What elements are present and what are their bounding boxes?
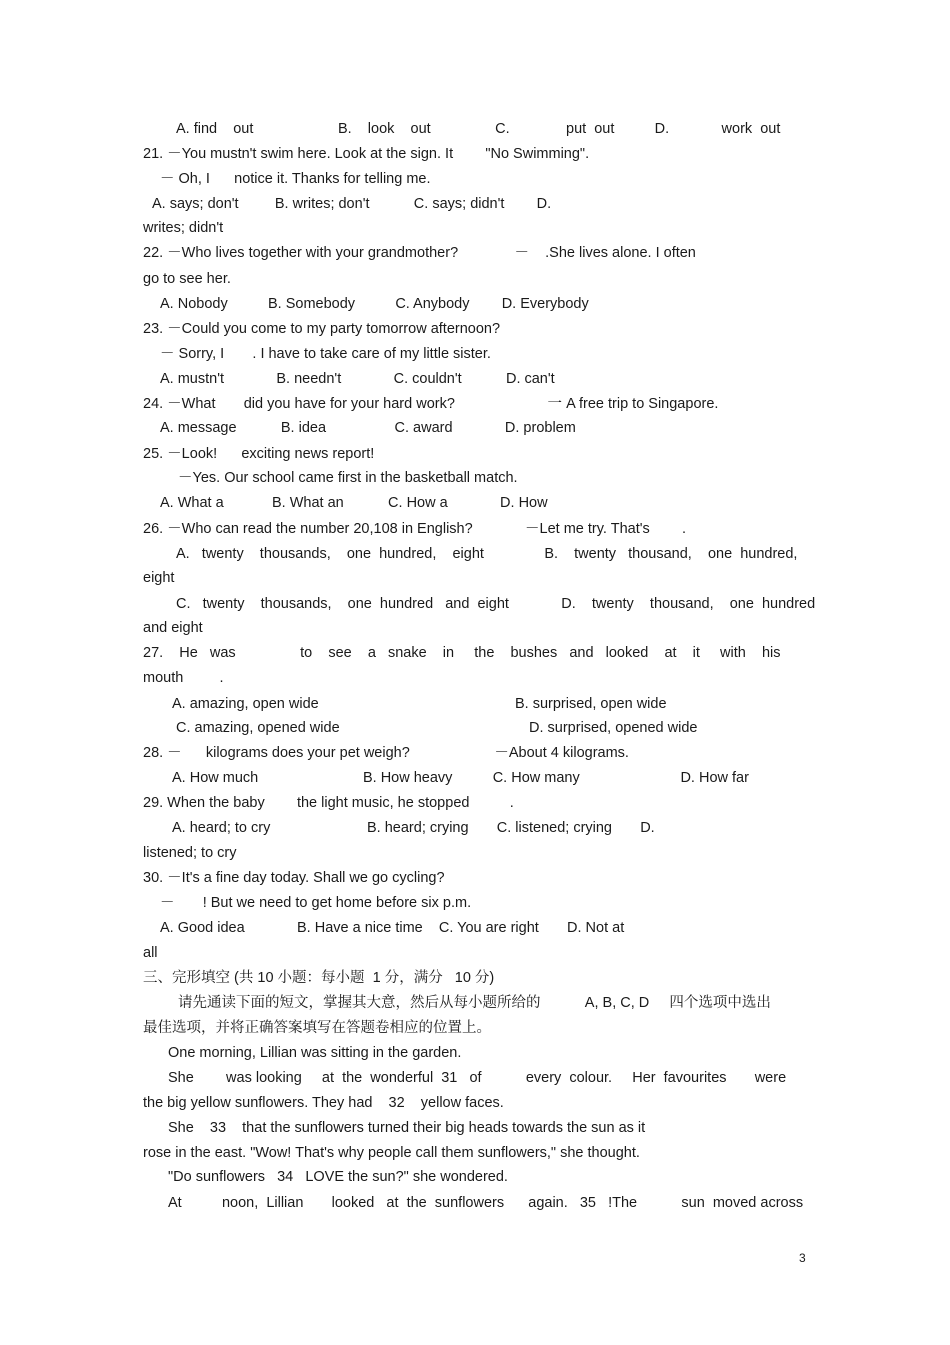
q20-options: A. find out B. look out C. put out D. work out bbox=[176, 121, 781, 137]
q26-question: 26. －Who can read the number 20,108 in English? －Let me try. That's . bbox=[143, 521, 687, 537]
q21-answer: － Oh, I notice it. Thanks for telling me. bbox=[160, 171, 431, 187]
q27-option-a: A. amazing, open wide bbox=[172, 696, 319, 712]
passage-line: "Do sunflowers 34 LOVE the sun?" she wondered. bbox=[168, 1169, 508, 1185]
q22-question-cont: go to see her. bbox=[143, 271, 231, 287]
q29-options: A. heard; to cry B. heard; crying C. listened; crying D. bbox=[172, 820, 655, 836]
section-instructions-cont: 最佳选项，并将正确答案填写在答题卷相应的位置上。 bbox=[143, 1020, 491, 1036]
q21-options: A. says; don't B. writes; don't C. says; didn't D. bbox=[152, 196, 552, 212]
section-heading: 三、完形填空 (共 10 小题：每小题 1 分，满分 10 分) bbox=[143, 970, 495, 986]
q29-options-cont: listened; to cry bbox=[143, 845, 237, 861]
passage-line: At noon, Lillian looked at the sunflowers again. 35 !The sun moved across bbox=[168, 1195, 804, 1211]
q30-options-cont: all bbox=[143, 945, 158, 961]
q27-question-cont: mouth . bbox=[143, 670, 224, 686]
passage-line: She was looking at the wonderful 31 of every colour. Her favourites were bbox=[168, 1070, 787, 1086]
q27-option-d: D. surprised, opened wide bbox=[529, 720, 698, 736]
q27-option-b: B. surprised, open wide bbox=[515, 696, 667, 712]
passage-line: the big yellow sunflowers. They had 32 yellow faces. bbox=[143, 1095, 504, 1111]
page-number: 3 bbox=[799, 1251, 806, 1265]
q28-question: 28. － kilograms does your pet weigh? －About 4 kilograms. bbox=[143, 745, 629, 761]
q22-question: 22. －Who lives together with your grandmother? － .She lives alone. I often bbox=[143, 245, 696, 261]
q24-options: A. message B. idea C. award D. problem bbox=[160, 420, 576, 436]
section-instructions: 请先通读下面的短文，掌握其大意，然后从每小题所给的 A, B, C, D 四个选项中选出 bbox=[178, 995, 771, 1011]
q30-options: A. Good idea B. Have a nice time C. You are right D. Not at bbox=[160, 920, 625, 936]
q28-options: A. How much B. How heavy C. How many D. How far bbox=[172, 770, 749, 786]
q23-options: A. mustn't B. needn't C. couldn't D. can't bbox=[160, 371, 555, 387]
q25-question: 25. －Look! exciting news report! bbox=[143, 446, 375, 462]
q21-question: 21. －You mustn't swim here. Look at the sign. It "No Swimming". bbox=[143, 146, 590, 162]
q30-question: 30. －It's a fine day today. Shall we go cycling? bbox=[143, 870, 445, 886]
passage-line: She 33 that the sunflowers turned their big heads towards the sun as it bbox=[168, 1120, 646, 1136]
q23-answer: － Sorry, I . I have to take care of my little sister. bbox=[160, 346, 491, 362]
passage-line: rose in the east. "Wow! That's why people call them sunflowers," she thought. bbox=[143, 1145, 640, 1161]
q26-options-ab: A. twenty thousands, one hundred, eight B. twenty thousand, one hundred, bbox=[176, 546, 798, 562]
q30-answer: － ! But we need to get home before six p.m. bbox=[160, 895, 472, 911]
q27-question: 27. He was to see a snake in the bushes and looked at it with his bbox=[143, 645, 781, 661]
q27-option-c: C. amazing, opened wide bbox=[176, 720, 340, 736]
q24-question: 24. －What did you have for your hard work? 一 A free trip to Singapore. bbox=[143, 396, 719, 412]
q21-options-cont: writes; didn't bbox=[143, 220, 224, 236]
q29-question: 29. When the baby the light music, he stopped . bbox=[143, 795, 514, 811]
q26-options-cd: C. twenty thousands, one hundred and eight D. twenty thousand, one hundred bbox=[176, 596, 816, 612]
q26-options-cd-cont: and eight bbox=[143, 620, 203, 636]
q25-answer: －Yes. Our school came first in the basketball match. bbox=[178, 470, 518, 486]
q22-options: A. Nobody B. Somebody C. Anybody D. Everybody bbox=[160, 296, 589, 312]
q26-options-ab-cont: eight bbox=[143, 570, 175, 586]
q23-question: 23. －Could you come to my party tomorrow afternoon? bbox=[143, 321, 501, 337]
passage-line: One morning, Lillian was sitting in the garden. bbox=[168, 1045, 462, 1061]
q25-options: A. What a B. What an C. How a D. How bbox=[160, 495, 548, 511]
